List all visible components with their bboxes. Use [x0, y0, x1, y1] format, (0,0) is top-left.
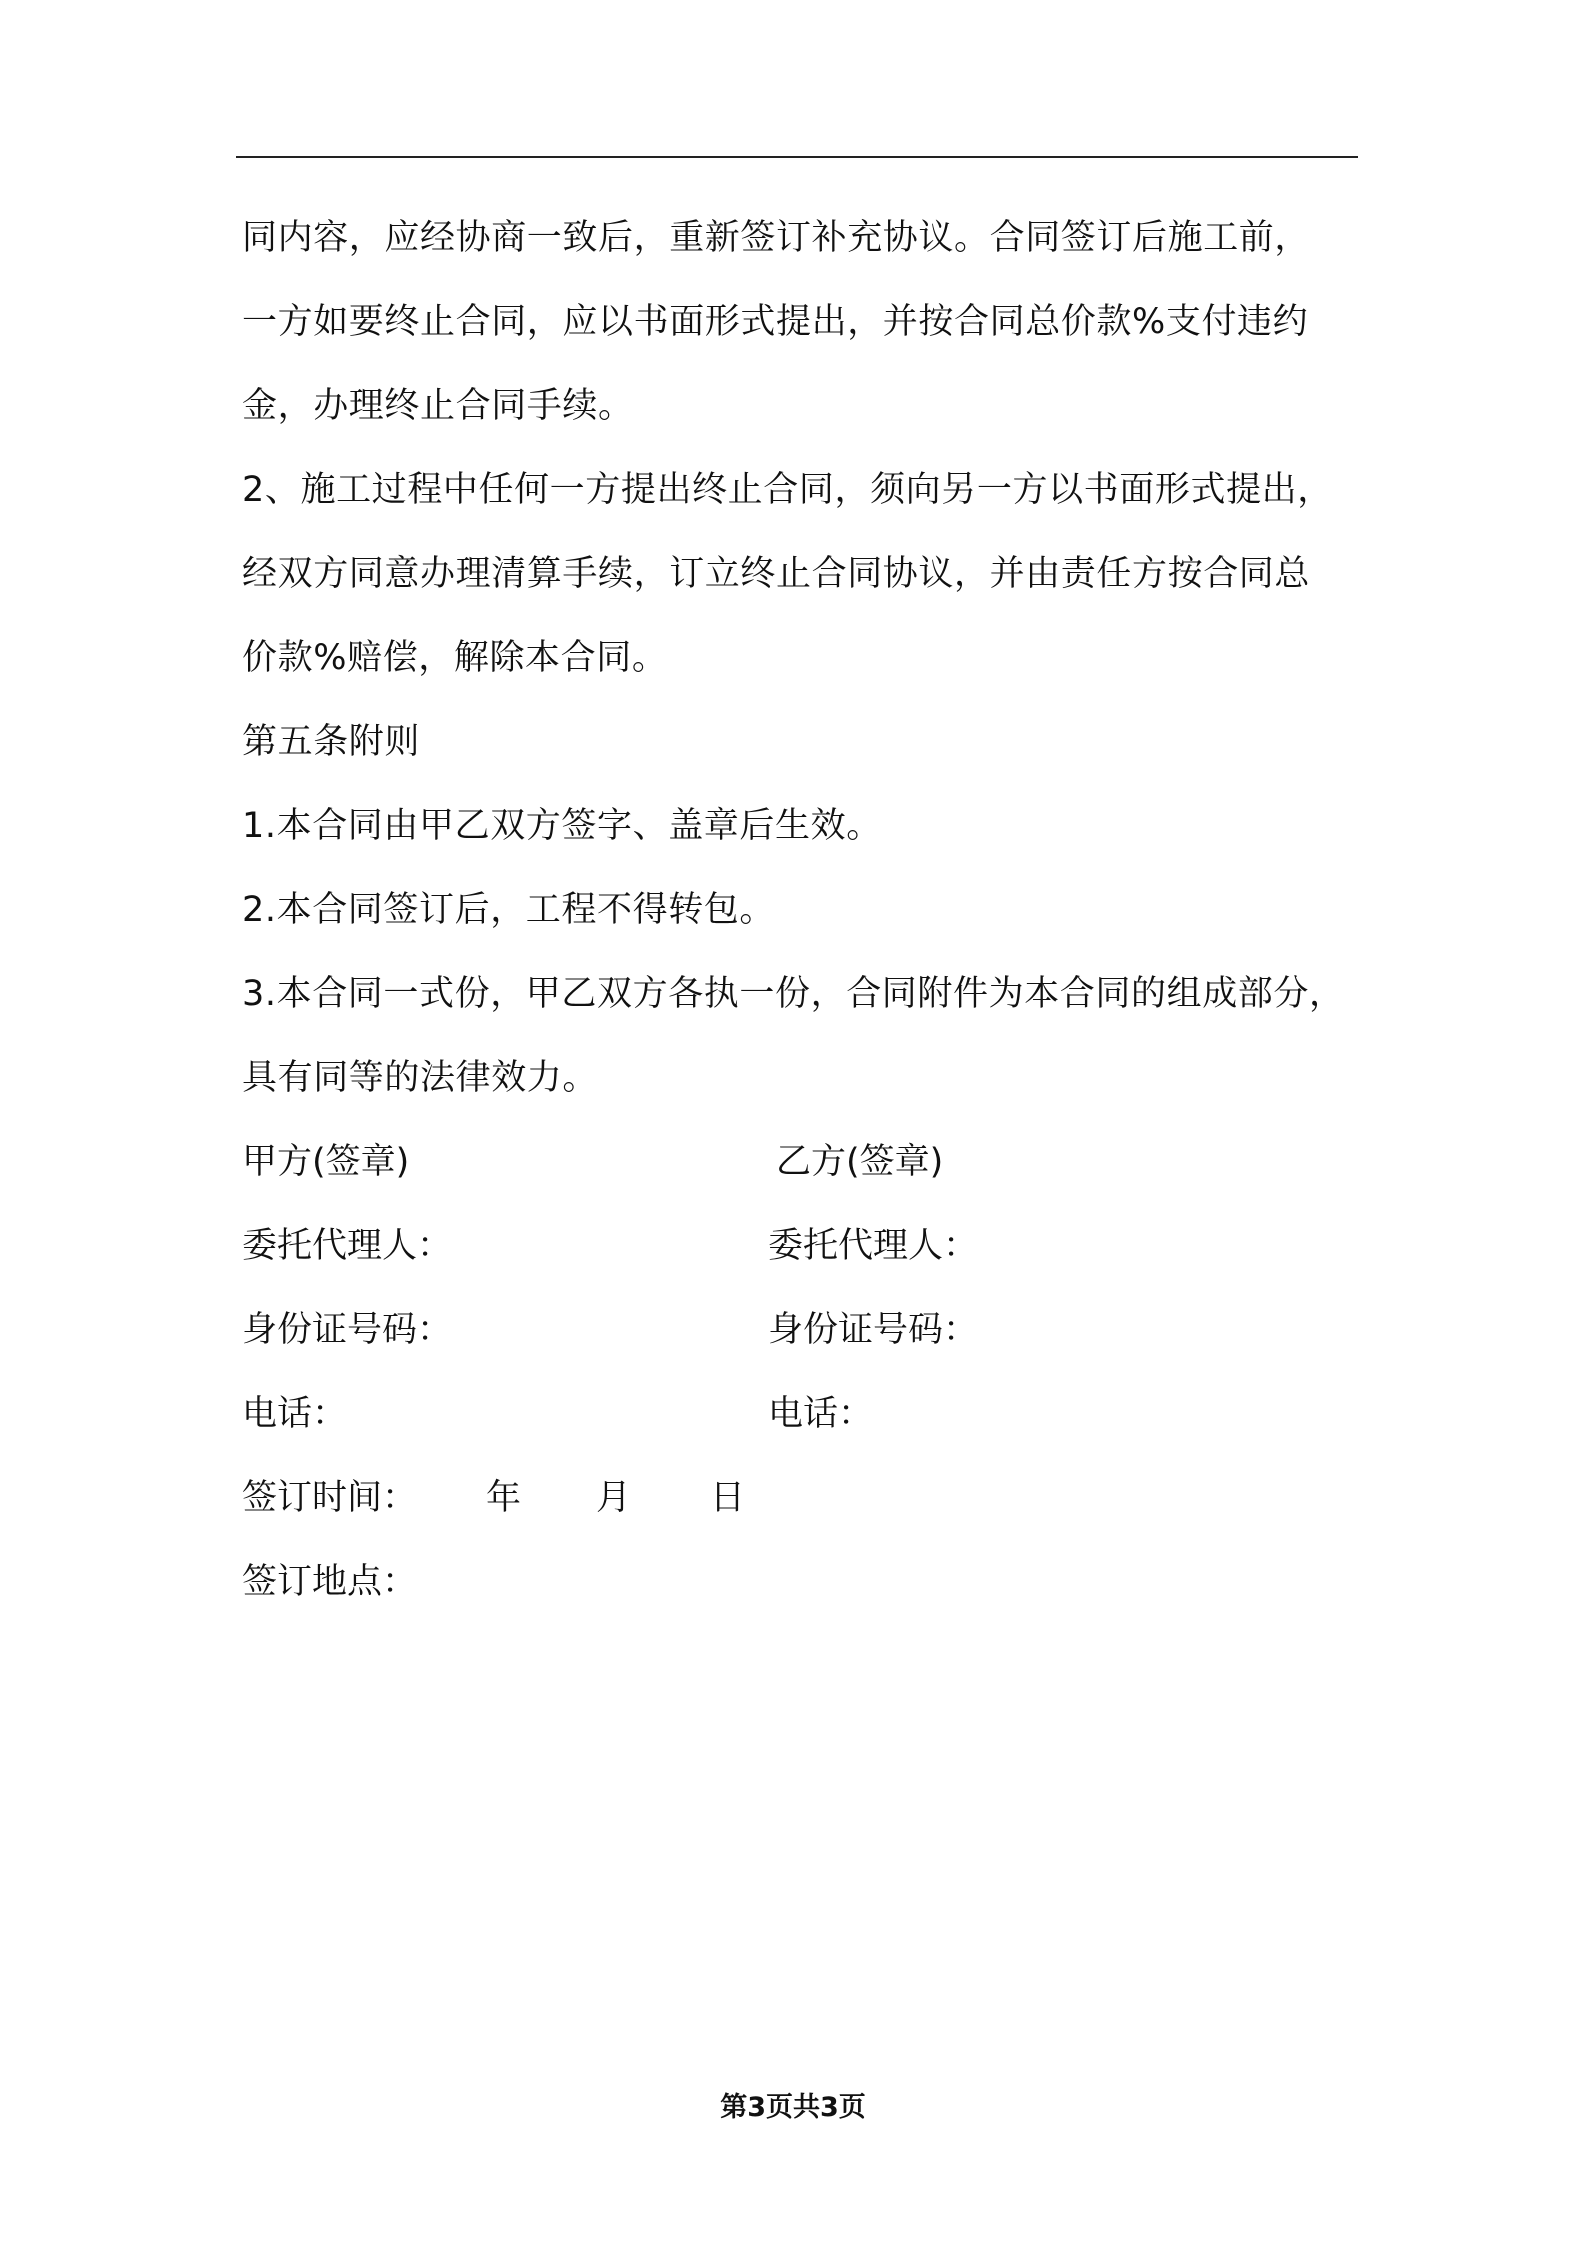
paragraph-line: 价款%赔偿，解除本合同。	[242, 638, 668, 678]
clause-item: 具有同等的法律效力。	[242, 1058, 599, 1098]
signature-row-agent	[242, 1204, 1382, 1288]
signature-row-id	[242, 1288, 1382, 1372]
header-rule	[236, 156, 1358, 158]
clause-item: 2.本合同签订后，工程不得转包。	[242, 890, 775, 930]
clause-item: 1.本合同由甲乙双方签字、盖章后生效。	[242, 806, 882, 846]
sign-time-label: 签订时间：	[242, 1478, 418, 1518]
id-number-b-label: 身份证号码：	[768, 1310, 979, 1350]
signature-row-date	[242, 1456, 1382, 1540]
section-heading: 第五条附则	[242, 722, 421, 762]
signature-row-place	[242, 1540, 1382, 1624]
paragraph-line: 同内容，应经协商一致后，重新签订补充协议。合同签订后施工前，	[242, 218, 1311, 258]
phone-a-label: 电话：	[242, 1394, 348, 1434]
paragraph-line: 一方如要终止合同，应以书面形式提出，并按合同总价款%支付违约	[242, 302, 1309, 342]
day-label: 日	[710, 1478, 746, 1518]
signature-row-phone	[242, 1372, 1382, 1456]
paragraph-line: 经双方同意办理清算手续，订立终止合同协议，并由责任方按合同总	[242, 554, 1311, 594]
page-footer: 第3页共3页	[720, 2092, 866, 2123]
paragraph-line: 金，办理终止合同手续。	[242, 386, 634, 426]
month-label: 月	[596, 1478, 632, 1518]
agent-b-label: 委托代理人：	[768, 1226, 979, 1266]
party-a-label: 甲方(签章)	[242, 1142, 410, 1182]
sign-place-label: 签订地点：	[242, 1562, 418, 1602]
phone-b-label: 电话：	[768, 1394, 874, 1434]
party-b-label: 乙方(签章)	[776, 1142, 944, 1182]
year-label: 年	[486, 1478, 522, 1518]
document-body	[242, 196, 1382, 1624]
signature-row-parties	[242, 1120, 1382, 1204]
clause-item: 3.本合同一式份，甲乙双方各执一份，合同附件为本合同的组成部分，	[242, 974, 1345, 1014]
paragraph-line: 2、施工过程中任何一方提出终止合同，须向另一方以书面形式提出，	[242, 470, 1333, 510]
id-number-a-label: 身份证号码：	[242, 1310, 453, 1350]
agent-a-label: 委托代理人：	[242, 1226, 453, 1266]
